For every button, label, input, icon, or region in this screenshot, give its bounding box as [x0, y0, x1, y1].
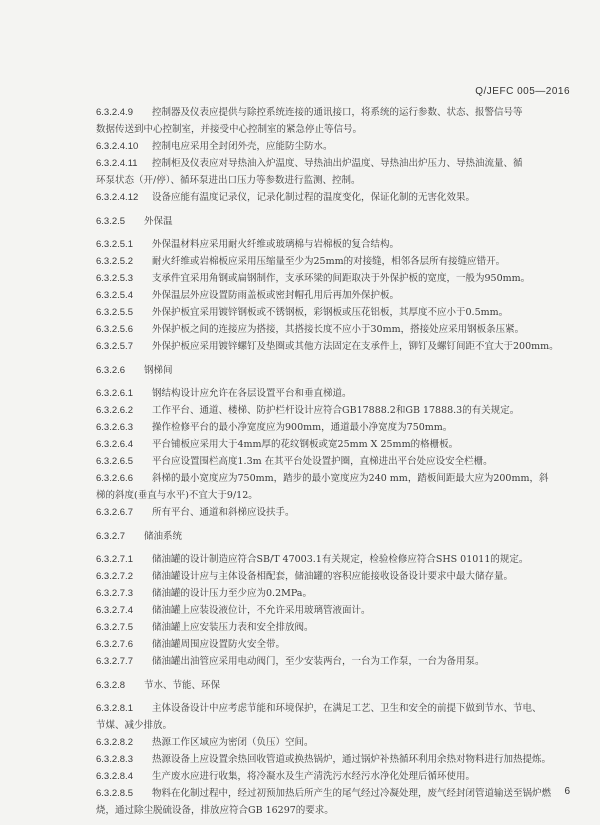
clause-item: [96, 734, 566, 751]
clause-item: [96, 602, 566, 619]
clause-item: [96, 551, 566, 568]
section-title: 节水、节能、环保: [144, 680, 221, 691]
section-number: 6.3.2.8: [96, 680, 126, 691]
clause-number: 6.3.2.7.6: [96, 639, 133, 650]
clause-item: [96, 700, 566, 717]
clause-item: [96, 236, 566, 253]
clause-text: 外保护板之间的连接应为搭接，其搭接长度不应小于30mm，搭接处应采用钢板条压紧。: [152, 324, 525, 335]
clause-item: [96, 189, 566, 206]
section-title: 储油系统: [144, 531, 183, 542]
clause-number: 6.3.2.6.3: [96, 422, 133, 433]
clause-item: [96, 470, 566, 487]
clause-text: 控制器及仪表应提供与除控系统连接的通讯接口，将系统的运行参数、状态、报警信号等: [152, 107, 523, 118]
clause-text: 外保护板应采用镀锌螺钉及垫圈或其他方法固定在支承件上，铆钉及螺钉间距不宜大于200mm。: [152, 341, 559, 352]
section-heading: [96, 677, 566, 694]
clause-item: [96, 402, 566, 419]
clause-number: 6.3.2.7.1: [96, 554, 133, 565]
clause-item: [96, 419, 566, 436]
clause-number: 6.3.2.4.10: [96, 141, 139, 152]
clause-item: [96, 321, 566, 338]
clause-number: 6.3.2.4.9: [96, 107, 133, 118]
clause-item: [96, 636, 566, 653]
clause-number: 6.3.2.8.1: [96, 703, 133, 714]
clause-number: 6.3.2.7.4: [96, 605, 133, 616]
clause-text-continued: 环泵状态（开/停）、循环泵进出口压力等参数进行监测、控制。: [96, 175, 361, 186]
clause-item: [96, 751, 566, 768]
clause-text: 所有平台、通道和斜梯应设扶手。: [152, 507, 295, 518]
clause-text: 控制柜及仪表应对导热油入炉温度、导热油出炉温度、导热油出炉压力、导热油流量、循: [152, 158, 523, 169]
standard-id: Q/JEFC 005—2016: [475, 86, 570, 97]
clause-text: 储油罐的设计压力至少应为0.2MPa。: [152, 588, 312, 599]
section-heading: [96, 362, 566, 379]
clause-item: [96, 653, 566, 670]
clause-number: 6.3.2.8.5: [96, 788, 133, 799]
clause-text: 耐火纤维或岩棉板应采用压缩量至少为25mm的对接缝，相邻各层所有接缝应错开。: [152, 256, 506, 267]
clause-number: 6.3.2.6.7: [96, 507, 133, 518]
clause-item: [96, 253, 566, 270]
section-number: 6.3.2.7: [96, 531, 126, 542]
clause-text: 储油罐设计应与主体设备相配套，储油罐的容积应能接收设备设计要求中最大储存量。: [152, 571, 514, 582]
clause-number: 6.3.2.5.6: [96, 324, 133, 335]
clause-number: 6.3.2.5.3: [96, 273, 133, 284]
section-heading: [96, 213, 566, 230]
clause-text: 外保温层外应设置防雨盖板或密封帽孔用后再加外保护板。: [152, 290, 400, 301]
clause-number: 6.3.2.7.7: [96, 656, 133, 667]
clause-text: 储油罐上应装设液位计，不允许采用玻璃管液面计。: [152, 605, 371, 616]
clause-text: 生产废水应进行收集，将冷凝水及生产清洗污水经污水净化处理后循环使用。: [152, 771, 476, 782]
clause-text: 钢结构设计应允许在各层设置平台和垂直梯道。: [152, 388, 352, 399]
page-number: 6: [564, 786, 570, 797]
document-body: [96, 104, 566, 819]
clause-text-continued: 节煤、减少排放。: [96, 720, 173, 731]
clause-item: [96, 155, 566, 172]
clause-text: 控制电应采用全封闭外壳，应能防尘防水。: [152, 141, 333, 152]
clause-number: 6.3.2.6.4: [96, 439, 133, 450]
clause-item: [96, 138, 566, 155]
clause-item: [96, 338, 566, 355]
clause-item: [96, 768, 566, 785]
section-number: 6.3.2.6: [96, 365, 126, 376]
clause-number: 6.3.2.4.12: [96, 192, 139, 203]
section-title: 外保温: [144, 216, 173, 227]
clause-text: 工作平台、通道、楼梯、防护栏杆设计应符合GB17888.2和GB 17888.3的有关规定。: [152, 405, 520, 416]
clause-number: 6.3.2.7.3: [96, 588, 133, 599]
clause-number: 6.3.2.5.5: [96, 307, 133, 318]
clause-item: [96, 104, 566, 121]
section-title: 钢梯间: [144, 365, 173, 376]
clause-text: 主体设备设计中应考虑节能和环境保护，在满足工艺、卫生和安全的前提下做到节水、节电、: [152, 703, 542, 714]
clause-number: 6.3.2.7.5: [96, 622, 133, 633]
clause-item: [96, 270, 566, 287]
section-number: 6.3.2.5: [96, 216, 126, 227]
clause-number: 6.3.2.6.5: [96, 456, 133, 467]
clause-text-continued: 数据传送到中心控制室，并接受中心控制室的紧急停止等信号。: [96, 124, 363, 135]
clause-item: [96, 385, 566, 402]
section-heading: [96, 528, 566, 545]
clause-item: [96, 504, 566, 521]
clause-text: 热源工作区域应为密闭（负压）空间。: [152, 737, 314, 748]
clause-number: 6.3.2.5.4: [96, 290, 133, 301]
clause-text: 储油罐周围应设置防火安全带。: [152, 639, 286, 650]
clause-text: 物料在化制过程中，经过初预加热后所产生的尾气经过冷凝处理，废气经封闭管道输送至锅炉燃: [152, 788, 552, 799]
clause-item: [96, 785, 566, 802]
clause-text: 操作检修平台的最小净宽度应为900mm，通道最小净宽度为750mm。: [152, 422, 453, 433]
clause-text: 平台铺板应采用大于4mm厚的花纹钢板或宽25mm X 25mm的格栅板。: [152, 439, 459, 450]
clause-number: 6.3.2.8.3: [96, 754, 133, 765]
clause-number: 6.3.2.8.4: [96, 771, 133, 782]
clause-text: 斜梯的最小宽度应为750mm，踏步的最小宽度应为240 mm，踏板间距最大应为200mm，斜: [152, 473, 549, 484]
clause-number: 6.3.2.6.1: [96, 388, 133, 399]
clause-number: 6.3.2.6.6: [96, 473, 133, 484]
clause-number: 6.3.2.5.1: [96, 239, 133, 250]
clause-number: 6.3.2.7.2: [96, 571, 133, 582]
clause-item: [96, 568, 566, 585]
clause-text: 储油罐上应安装压力表和安全排放阀。: [152, 622, 314, 633]
clause-item: [96, 287, 566, 304]
clause-text: 外保温材料应采用耐火纤维或玻璃棉与岩棉板的复合结构。: [152, 239, 400, 250]
clause-text-continued: 烧，通过除尘脱硫设备，排放应符合GB 16297的要求。: [96, 805, 334, 816]
clause-item: [96, 304, 566, 321]
clause-text: 储油罐的设计制造应符合SB/T 47003.1有关规定，检验检修应符合SHS 01011的规定。: [152, 554, 529, 565]
clause-item: [96, 436, 566, 453]
clause-text: 设备应能有温度记录仪，记录化制过程的温度变化，保证化制的无害化效果。: [152, 192, 476, 203]
clause-text-continued: 梯的斜度(垂直与水平)不宜大于9/12。: [96, 490, 258, 501]
clause-text: 热源设备上应设置余热回收管道或换热锅炉，通过锅炉补热循环利用余热对物料进行加热提炼。: [152, 754, 552, 765]
clause-item: [96, 585, 566, 602]
clause-number: 6.3.2.6.2: [96, 405, 133, 416]
clause-text: 外保护板宜采用镀锌钢板或不锈钢板，彩钢板或压花铝板，其厚度不应小于0.5mm。: [152, 307, 509, 318]
clause-number: 6.3.2.4.11: [96, 158, 138, 169]
clause-text: 平台应设置围栏高度1.3m 在其平台处设置护圈，直梯进出平台处应设安全栏栅。: [152, 456, 493, 467]
clause-number: 6.3.2.5.7: [96, 341, 133, 352]
clause-item: [96, 619, 566, 636]
clause-text: 支承件宜采用角钢或扁钢制作，支承环梁的间距取决于外保护板的宽度，一般为950mm。: [152, 273, 531, 284]
clause-item: [96, 453, 566, 470]
clause-number: 6.3.2.8.2: [96, 737, 133, 748]
clause-text: 储油罐出油管应采用电动阀门，至少安装两台，一台为工作泵，一台为备用泵。: [152, 656, 485, 667]
clause-number: 6.3.2.5.2: [96, 256, 133, 267]
